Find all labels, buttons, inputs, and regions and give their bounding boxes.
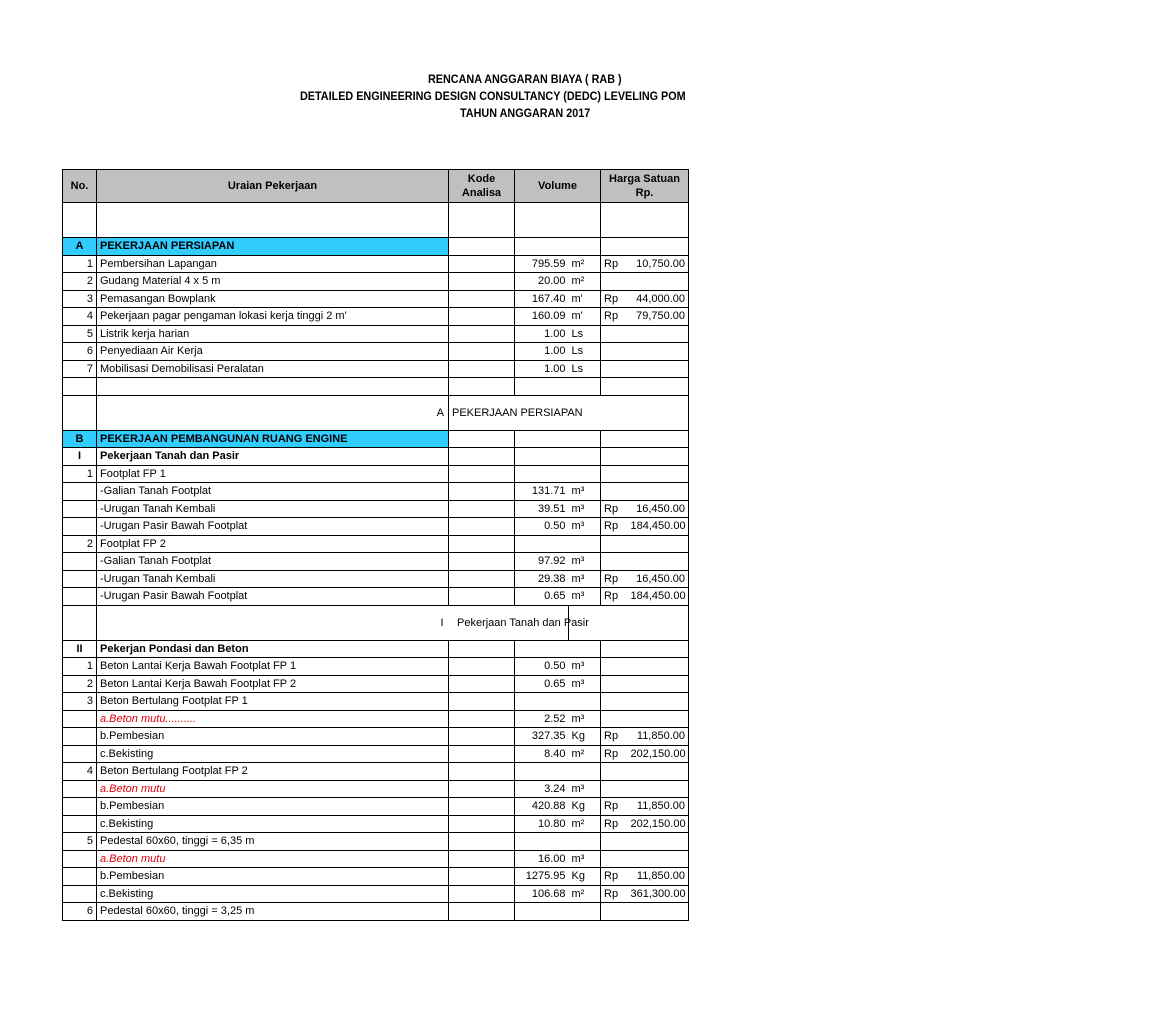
row-volume: 20.00 — [515, 273, 569, 291]
row-unit: m³ — [569, 518, 601, 536]
table-row — [63, 903, 689, 921]
table-row — [63, 658, 689, 676]
subsection-row — [63, 640, 689, 658]
table-row — [63, 308, 689, 326]
row-price: 11,850.00 — [628, 798, 689, 816]
row-unit: m³ — [569, 850, 601, 868]
row-currency: Rp — [601, 815, 628, 833]
row-unit: m² — [569, 885, 601, 903]
row-price: 79,750.00 — [628, 308, 689, 326]
row-currency: Rp — [601, 798, 628, 816]
row-unit: m³ — [569, 588, 601, 606]
row-unit: m³ — [569, 658, 601, 676]
row-unit: Ls — [569, 360, 601, 378]
row-volume: 795.59 — [515, 255, 569, 273]
row-volume: 0.65 — [515, 675, 569, 693]
section-code: B — [63, 430, 97, 448]
row-desc: Mobilisasi Demobilisasi Peralatan — [97, 360, 449, 378]
table-row — [63, 885, 689, 903]
subtotal-label: PEKERJAAN PERSIAPAN — [449, 395, 689, 430]
section-code: A — [63, 238, 97, 256]
table-row — [63, 710, 689, 728]
section-title: PEKERJAAN PERSIAPAN — [97, 238, 449, 256]
row-unit: m³ — [569, 483, 601, 501]
header-harga: Harga Satuan Rp. — [601, 170, 689, 203]
table-row — [63, 868, 689, 886]
section-row — [63, 238, 689, 256]
doc-year: TAHUN ANGGARAN 2017 — [460, 106, 591, 120]
row-currency: Rp — [601, 500, 628, 518]
row-unit: m' — [569, 290, 601, 308]
row-desc: b.Pembesian — [97, 728, 449, 746]
row-volume: 1.00 — [515, 343, 569, 361]
row-currency: Rp — [601, 518, 628, 536]
row-desc: Pekerjaan pagar pengaman lokasi kerja tinggi 2 m' — [97, 308, 449, 326]
row-unit: m³ — [569, 675, 601, 693]
table-row — [63, 815, 689, 833]
row-price: 16,450.00 — [628, 500, 689, 518]
row-price: 202,150.00 — [628, 745, 689, 763]
row-desc: Gudang Material 4 x 5 m — [97, 273, 449, 291]
row-desc: b.Pembesian — [97, 798, 449, 816]
row-unit: Ls — [569, 325, 601, 343]
row-volume: 29.38 — [515, 570, 569, 588]
row-currency: Rp — [601, 255, 628, 273]
table-row — [63, 833, 689, 851]
row-no: 1 — [63, 255, 97, 273]
row-desc: b.Pembesian — [97, 868, 449, 886]
subsection-title: Pekerjan Pondasi dan Beton — [97, 640, 449, 658]
row-unit: m³ — [569, 780, 601, 798]
row-no: 5 — [63, 325, 97, 343]
row-volume: 167.40 — [515, 290, 569, 308]
row-no: 1 — [63, 465, 97, 483]
row-desc: Beton Lantai Kerja Bawah Footplat FP 1 — [97, 658, 449, 676]
subtotal-code: A — [97, 395, 449, 430]
row-price: 184,450.00 — [628, 588, 689, 606]
table-row — [63, 588, 689, 606]
subsection-row — [63, 448, 689, 466]
table-row — [63, 483, 689, 501]
header-uraian: Uraian Pekerjaan — [97, 170, 449, 203]
row-price: 11,850.00 — [628, 728, 689, 746]
row-no: 6 — [63, 343, 97, 361]
row-desc: c.Bekisting — [97, 885, 449, 903]
row-no: 3 — [63, 693, 97, 711]
row-volume: 16.00 — [515, 850, 569, 868]
row-desc: -Galian Tanah Footplat — [97, 483, 449, 501]
row-volume: 0.50 — [515, 518, 569, 536]
row-volume: 97.92 — [515, 553, 569, 571]
table-row — [63, 325, 689, 343]
row-no: 2 — [63, 273, 97, 291]
row-price: 361,300.00 — [628, 885, 689, 903]
row-volume: 2.52 — [515, 710, 569, 728]
row-unit: m² — [569, 273, 601, 291]
row-volume: 1275.95 — [515, 868, 569, 886]
row-desc: -Urugan Pasir Bawah Footplat — [97, 588, 449, 606]
row-price: 202,150.00 — [628, 815, 689, 833]
row-currency: Rp — [601, 745, 628, 763]
table-row — [63, 273, 689, 291]
table-row — [63, 745, 689, 763]
subtotal-code: I — [440, 616, 444, 629]
header-volume: Volume — [515, 170, 601, 203]
table-row — [63, 343, 689, 361]
table-row — [63, 378, 689, 396]
subtotal-row — [63, 605, 689, 640]
table-row — [63, 500, 689, 518]
row-currency: Rp — [601, 570, 628, 588]
table-row — [63, 255, 689, 273]
table-row — [63, 693, 689, 711]
subsection-code: I — [63, 448, 97, 466]
row-desc: -Galian Tanah Footplat — [97, 553, 449, 571]
row-volume: 10.80 — [515, 815, 569, 833]
row-unit: m² — [569, 745, 601, 763]
section-title: PEKERJAAN PEMBANGUNAN RUANG ENGINE — [97, 430, 449, 448]
table-row — [63, 360, 689, 378]
row-price: 184,450.00 — [628, 518, 689, 536]
table-row — [63, 780, 689, 798]
row-no: 4 — [63, 763, 97, 781]
table-row — [63, 290, 689, 308]
row-desc: Beton Bertulang Footplat FP 1 — [97, 693, 449, 711]
table-row — [63, 728, 689, 746]
row-desc: Beton Bertulang Footplat FP 2 — [97, 763, 449, 781]
row-unit: Kg — [569, 728, 601, 746]
row-desc: Listrik kerja harian — [97, 325, 449, 343]
table-row — [63, 763, 689, 781]
header-no: No. — [63, 170, 97, 203]
subtotal-row — [63, 395, 689, 430]
row-unit: m³ — [569, 570, 601, 588]
rab-table — [62, 169, 689, 921]
row-price: 16,450.00 — [628, 570, 689, 588]
table-row — [63, 675, 689, 693]
row-volume: 1.00 — [515, 360, 569, 378]
row-price: 11,850.00 — [628, 868, 689, 886]
row-unit: m³ — [569, 500, 601, 518]
row-desc: a.Beton mutu.......... — [97, 710, 449, 728]
table-row — [63, 553, 689, 571]
row-desc: Pemasangan Bowplank — [97, 290, 449, 308]
row-currency: Rp — [601, 885, 628, 903]
row-volume: 0.50 — [515, 658, 569, 676]
table-row — [63, 535, 689, 553]
row-desc: Beton Lantai Kerja Bawah Footplat FP 2 — [97, 675, 449, 693]
row-price: 44,000.00 — [628, 290, 689, 308]
row-volume: 39.51 — [515, 500, 569, 518]
row-unit: m³ — [569, 710, 601, 728]
header-kode: Kode Analisa — [449, 170, 515, 203]
row-desc: a.Beton mutu — [97, 780, 449, 798]
table-row — [63, 518, 689, 536]
row-volume: 160.09 — [515, 308, 569, 326]
row-desc: Footplat FP 1 — [97, 465, 449, 483]
row-volume: 106.68 — [515, 885, 569, 903]
row-currency: Rp — [601, 868, 628, 886]
row-no: 2 — [63, 535, 97, 553]
row-desc: -Urugan Pasir Bawah Footplat — [97, 518, 449, 536]
row-unit: Kg — [569, 798, 601, 816]
table-row — [63, 203, 689, 238]
row-desc: Pembersihan Lapangan — [97, 255, 449, 273]
row-no: 6 — [63, 903, 97, 921]
table-row — [63, 465, 689, 483]
row-currency: Rp — [601, 290, 628, 308]
row-desc: c.Bekisting — [97, 815, 449, 833]
row-price: 10,750.00 — [628, 255, 689, 273]
row-desc: a.Beton mutu — [97, 850, 449, 868]
row-unit: m³ — [569, 553, 601, 571]
table-row — [63, 798, 689, 816]
row-unit: Kg — [569, 868, 601, 886]
subtotal-label: Pekerjaan Tanah dan Pasir — [457, 616, 589, 629]
row-desc: Pedestal 60x60, tinggi = 6,35 m — [97, 833, 449, 851]
row-no: 7 — [63, 360, 97, 378]
row-volume: 3.24 — [515, 780, 569, 798]
row-no: 3 — [63, 290, 97, 308]
row-volume: 1.00 — [515, 325, 569, 343]
row-unit: m² — [569, 255, 601, 273]
table-row — [63, 850, 689, 868]
row-volume: 131.71 — [515, 483, 569, 501]
row-volume: 8.40 — [515, 745, 569, 763]
row-desc: c.Bekisting — [97, 745, 449, 763]
row-no: 1 — [63, 658, 97, 676]
row-unit: m² — [569, 815, 601, 833]
row-no: 5 — [63, 833, 97, 851]
doc-title: RENCANA ANGGARAN BIAYA ( RAB ) — [428, 72, 622, 86]
row-volume: 327.35 — [515, 728, 569, 746]
row-currency: Rp — [601, 308, 628, 326]
table-row — [63, 570, 689, 588]
row-unit: m' — [569, 308, 601, 326]
row-no: 2 — [63, 675, 97, 693]
row-unit: Ls — [569, 343, 601, 361]
row-currency: Rp — [601, 728, 628, 746]
row-desc: Pedestal 60x60, tinggi = 3,25 m — [97, 903, 449, 921]
row-desc: -Urugan Tanah Kembali — [97, 500, 449, 518]
row-volume: 0.65 — [515, 588, 569, 606]
subsection-code: II — [63, 640, 97, 658]
table-header — [63, 170, 689, 203]
row-currency: Rp — [601, 588, 628, 606]
row-desc: -Urugan Tanah Kembali — [97, 570, 449, 588]
doc-subtitle: DETAILED ENGINEERING DESIGN CONSULTANCY (DEDC) LEVELING POM — [300, 89, 686, 103]
row-desc: Footplat FP 2 — [97, 535, 449, 553]
row-no: 4 — [63, 308, 97, 326]
row-volume: 420.88 — [515, 798, 569, 816]
row-desc: Penyediaan Air Kerja — [97, 343, 449, 361]
section-row — [63, 430, 689, 448]
subsection-title: Pekerjaan Tanah dan Pasir — [97, 448, 449, 466]
